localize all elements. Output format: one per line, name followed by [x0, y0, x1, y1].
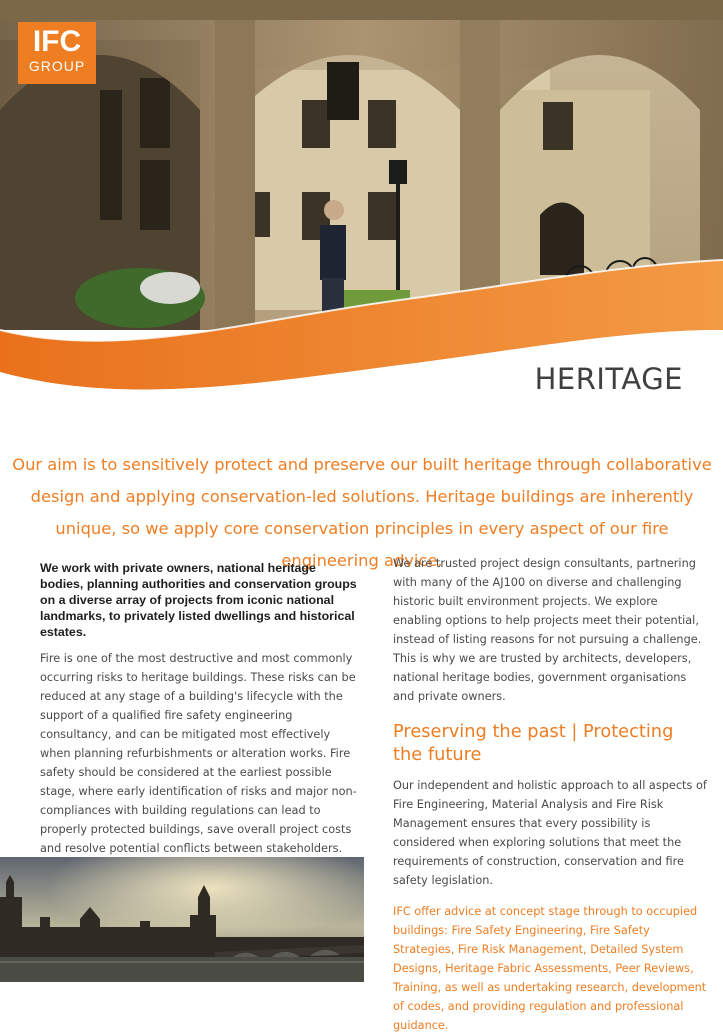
- intro-statement: Our aim is to sensitively protect and preserve our built heritage through collaborative design and applying conservation-led solutions. Heritage buildings are inherently unique, so we apply core conservation principles in every aspect of our fire engineering advice.: [12, 455, 712, 570]
- services-paragraph: IFC offer advice at concept stage through to occupied buildings: Fire Safety Engineering, Fire Safety Strategies, Fire Risk Management, Detailed System Designs, Heritage Fabric Assessments, Peer Reviews, Training, as well as undertaking research, development of codes, and providing regulation and professional guidance.: [393, 905, 707, 1032]
- ifc-group-logo: [18, 22, 96, 84]
- page-title: HERITAGE: [534, 362, 683, 396]
- lead-paragraph: We work with private owners, national heritage bodies, planning authorities and conservation groups on a diverse array of projects from iconic national landmarks, to privately listed dwellings and historical estates.: [40, 561, 357, 639]
- approach-paragraph: Our independent and holistic approach to all aspects of Fire Engineering, Material Analysis and Fire Risk Management ensures that every possibility is considered when exploring solutions that meet the requirements of construction, conservation and fire safety legislation.: [393, 779, 707, 887]
- hero-image: [0, 0, 723, 405]
- logo-wordmark: IFC: [32, 25, 82, 58]
- section-heading: Preserving the past | Protecting the future: [393, 721, 674, 765]
- right-column: [393, 554, 707, 1035]
- city-skyline-image: [0, 857, 364, 982]
- consultants-paragraph: We are trusted project design consultants, partnering with many of the AJ100 on diverse and challenging historic built environment projects. We explore enabling options to help projects meet their potential, instead of listing reasons for not pursuing a challenge. This is why we are trusted by architects, developers, national heritage bodies, government organisations and private owners.: [393, 557, 702, 703]
- left-column: [40, 560, 358, 858]
- fire-risk-paragraph: Fire is one of the most destructive and most commonly occurring risks to heritage buildings. These risks can be reduced at any stage of a building's lifecycle with the support of a qualified fire safety engineering consultancy, and can be mitigated most effectively when planning refurbishments or alteration works. Fire safety should be considered at the earliest possible stage, where early identification of risks and major non-compliances with building regulations can lead to properly protected buildings, save overall project costs and resolve potential conflicts between stakeholders.: [40, 652, 357, 855]
- logo-subtitle: GROUP: [28, 58, 86, 74]
